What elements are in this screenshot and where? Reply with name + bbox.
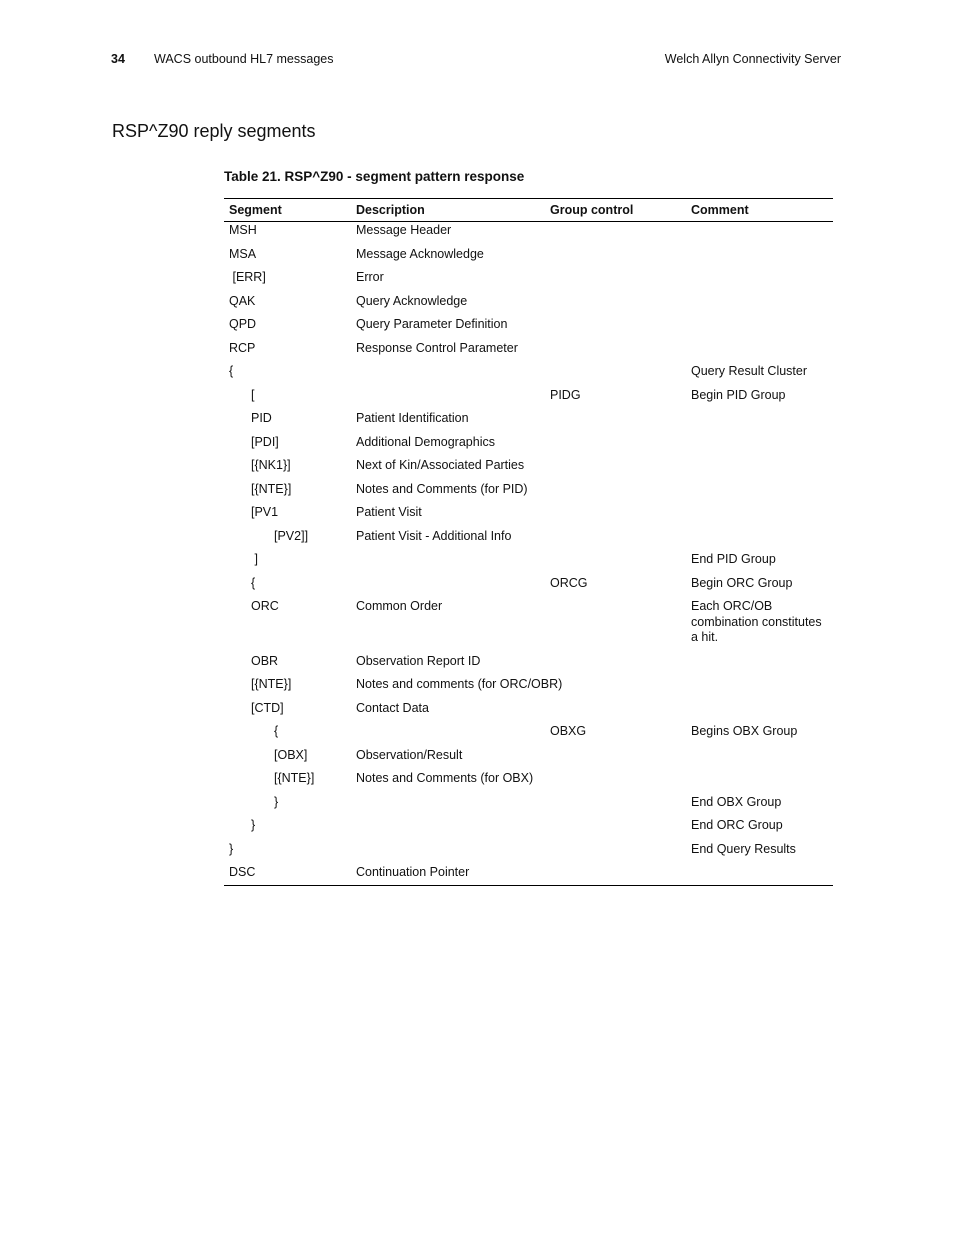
description-cell: Next of Kin/Associated Parties — [356, 458, 525, 472]
product-name: Welch Allyn Connectivity Server — [664, 52, 841, 66]
table-row — [224, 525, 833, 549]
description-cell: Query Acknowledge — [356, 293, 468, 308]
table-row — [224, 337, 833, 361]
comment-cell — [686, 478, 833, 502]
comment-cell: End ORC Group — [691, 818, 783, 832]
table-row — [224, 243, 833, 267]
comment-cell: Begins OBX Group — [691, 724, 798, 738]
section-heading: RSP^Z90 reply segments — [112, 121, 316, 141]
comment-cell: Each ORC/OB combination constitutes a hit. — [691, 599, 822, 644]
description-cell — [351, 548, 545, 572]
table-row — [224, 313, 833, 337]
group-cell — [545, 454, 686, 478]
comment-cell — [686, 454, 833, 478]
table-row — [224, 673, 833, 697]
segment-cell: [{NK1}] — [251, 458, 291, 472]
segment-cell: RCP — [229, 340, 256, 355]
comment-cell — [686, 697, 833, 721]
comment-cell — [686, 767, 833, 791]
description-cell: Notes and comments (for ORC/OBR) — [356, 677, 563, 691]
segment-cell: ] — [251, 552, 258, 566]
group-cell — [545, 360, 686, 384]
table-row — [224, 572, 833, 596]
segment-cell: ORC — [251, 599, 279, 613]
group-cell: PIDG — [550, 387, 581, 402]
segment-cell: [PV2]] — [274, 528, 309, 543]
comment-cell: Query Result Cluster — [691, 364, 808, 378]
table-row — [224, 595, 833, 650]
group-cell — [545, 525, 686, 549]
group-cell — [545, 595, 686, 650]
comment-cell — [686, 266, 833, 290]
description-cell — [351, 720, 545, 744]
table-row — [224, 266, 833, 290]
segment-cell: [ — [251, 387, 255, 402]
segment-cell: QAK — [229, 293, 256, 308]
comment-cell — [686, 525, 833, 549]
page-header — [0, 52, 954, 70]
description-cell: Message Header — [356, 223, 452, 237]
segment-cell: [{NTE}] — [251, 481, 292, 496]
group-cell — [545, 861, 686, 885]
segment-cell: QPD — [229, 317, 257, 331]
comment-cell: Begin PID Group — [691, 387, 786, 402]
segment-cell: { — [274, 724, 279, 738]
table-header-row — [224, 199, 833, 222]
segment-cell: } — [274, 794, 279, 809]
description-cell: Additional Demographics — [356, 434, 495, 449]
table-row — [224, 360, 833, 384]
page-number: 34 — [111, 52, 125, 66]
table-row — [224, 290, 833, 314]
group-cell — [545, 791, 686, 815]
group-cell — [545, 478, 686, 502]
group-cell — [545, 767, 686, 791]
description-cell — [351, 791, 545, 815]
description-cell: Query Parameter Definition — [356, 317, 508, 331]
description-cell: Error — [356, 270, 384, 284]
description-cell: Continuation Pointer — [351, 861, 545, 885]
comment-cell — [686, 290, 833, 314]
segment-cell: [ERR] — [229, 270, 266, 284]
segment-cell: [PV1 — [251, 505, 279, 519]
description-cell: Contact Data — [356, 700, 429, 715]
table-row — [224, 720, 833, 744]
group-cell — [545, 407, 686, 431]
table-row — [224, 814, 833, 838]
segment-cell: { — [229, 364, 234, 378]
group-cell — [545, 697, 686, 721]
segment-cell: [CTD] — [251, 700, 284, 715]
table-row — [224, 478, 833, 502]
group-cell — [545, 337, 686, 361]
group-cell — [545, 650, 686, 674]
group-cell — [545, 548, 686, 572]
description-cell: Patient Visit - Additional Info — [356, 528, 512, 543]
description-cell: Observation Report ID — [356, 653, 481, 668]
description-cell: Message Acknowledge — [356, 246, 484, 261]
description-cell: Notes and Comments (for OBX) — [356, 771, 534, 785]
column-header-segment: Segment — [224, 199, 351, 222]
comment-cell — [686, 222, 833, 243]
group-cell — [545, 744, 686, 768]
table-row — [224, 548, 833, 572]
comment-cell: Begin ORC Group — [691, 575, 793, 590]
description-cell: Response Control Parameter — [356, 340, 518, 355]
column-header-comment: Comment — [686, 199, 833, 222]
table-row — [224, 222, 833, 243]
comment-cell — [686, 243, 833, 267]
group-cell — [545, 266, 686, 290]
table-row — [224, 838, 833, 862]
description-cell: Notes and Comments (for PID) — [356, 481, 528, 496]
group-cell — [545, 838, 686, 862]
segment-cell: PID — [251, 411, 272, 425]
segment-pattern-table — [224, 198, 833, 886]
segment-cell: [{NTE}] — [274, 771, 315, 785]
group-cell — [545, 673, 686, 697]
table-row — [224, 650, 833, 674]
segment-cell: [OBX] — [274, 747, 308, 762]
description-cell — [351, 814, 545, 838]
table-row — [224, 861, 833, 885]
comment-cell: End OBX Group — [691, 794, 782, 809]
group-cell — [545, 431, 686, 455]
comment-cell — [686, 501, 833, 525]
segment-cell: [PDI] — [251, 434, 279, 449]
comment-cell — [686, 744, 833, 768]
table-row — [224, 431, 833, 455]
comment-cell — [686, 673, 833, 697]
description-cell: Patient Identification — [356, 411, 469, 425]
table-row — [224, 791, 833, 815]
segment-cell: [{NTE}] — [251, 677, 292, 691]
table-row — [224, 697, 833, 721]
table-row — [224, 767, 833, 791]
segment-cell: } — [229, 841, 234, 856]
description-cell: Common Order — [356, 599, 443, 613]
table-row — [224, 407, 833, 431]
segment-cell: MSH — [229, 223, 257, 237]
table-row — [224, 744, 833, 768]
comment-cell — [686, 407, 833, 431]
description-cell — [351, 360, 545, 384]
comment-cell: End PID Group — [691, 552, 776, 566]
column-header-group-control: Group control — [545, 199, 686, 222]
table-row — [224, 384, 833, 408]
group-cell: ORCG — [550, 575, 588, 590]
group-cell: OBXG — [550, 724, 587, 738]
comment-cell — [686, 313, 833, 337]
comment-cell — [686, 861, 833, 885]
comment-cell — [686, 650, 833, 674]
table-row — [224, 454, 833, 478]
comment-cell: End Query Results — [691, 841, 796, 856]
segment-cell: { — [251, 575, 256, 590]
table-caption: Table 21. RSP^Z90 - segment pattern response — [224, 169, 525, 184]
description-cell: Patient Visit — [356, 505, 422, 519]
group-cell — [545, 290, 686, 314]
segment-cell: } — [251, 818, 256, 832]
group-cell — [545, 222, 686, 243]
description-cell — [351, 384, 545, 408]
table-row — [224, 501, 833, 525]
segment-cell: OBR — [251, 653, 279, 668]
comment-cell — [686, 337, 833, 361]
group-cell — [545, 501, 686, 525]
chapter-title: WACS outbound HL7 messages — [154, 52, 334, 66]
segment-cell: MSA — [229, 246, 257, 261]
description-cell — [351, 572, 545, 596]
comment-cell — [686, 431, 833, 455]
description-cell — [351, 838, 545, 862]
description-cell: Observation/Result — [356, 747, 463, 762]
group-cell — [545, 313, 686, 337]
segment-cell: DSC — [224, 861, 351, 885]
group-cell — [545, 814, 686, 838]
group-cell — [545, 243, 686, 267]
column-header-description: Description — [351, 199, 545, 222]
